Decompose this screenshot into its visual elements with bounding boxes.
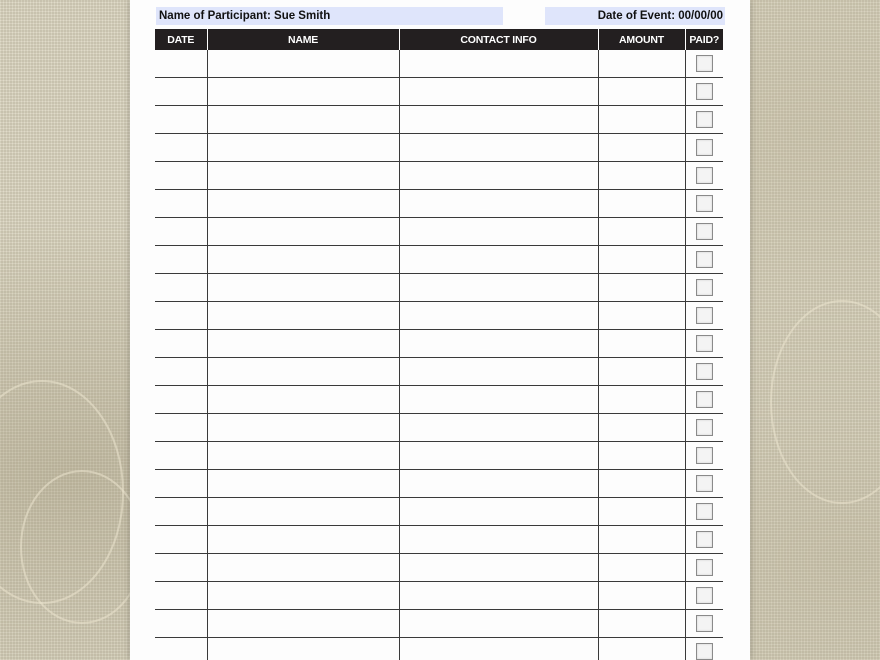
paid-checkbox[interactable] (696, 307, 713, 324)
date-cell[interactable] (155, 218, 207, 246)
date-cell[interactable] (155, 526, 207, 554)
paid-checkbox[interactable] (696, 83, 713, 100)
name-cell[interactable] (207, 330, 399, 358)
paid-cell (685, 554, 723, 582)
table-row (155, 526, 723, 554)
sign-up-table (155, 29, 723, 660)
date-cell[interactable] (155, 330, 207, 358)
table-row (155, 162, 723, 190)
date-cell[interactable] (155, 610, 207, 638)
table-row (155, 554, 723, 582)
paid-cell (685, 638, 723, 660)
amount-cell[interactable] (598, 330, 685, 358)
contact-info-cell[interactable] (399, 330, 598, 358)
paid-checkbox[interactable] (696, 391, 713, 408)
column-header-amount: AMOUNT (598, 29, 685, 50)
amount-cell[interactable] (598, 442, 685, 470)
event-date-field[interactable]: Date of Event: 00/00/00 (545, 7, 725, 25)
name-cell[interactable] (207, 414, 399, 442)
table-row (155, 78, 723, 106)
paid-checkbox[interactable] (696, 419, 713, 436)
amount-cell[interactable] (598, 610, 685, 638)
contact-info-cell[interactable] (399, 526, 598, 554)
table-row (155, 498, 723, 526)
amount-cell[interactable] (598, 162, 685, 190)
contact-info-cell[interactable] (399, 162, 598, 190)
amount-cell[interactable] (598, 134, 685, 162)
paid-checkbox[interactable] (696, 335, 713, 352)
contact-info-cell[interactable] (399, 134, 598, 162)
contact-info-cell[interactable] (399, 190, 598, 218)
contact-info-cell[interactable] (399, 50, 598, 78)
amount-cell[interactable] (598, 526, 685, 554)
date-cell[interactable] (155, 498, 207, 526)
paid-checkbox[interactable] (696, 475, 713, 492)
name-cell[interactable] (207, 638, 399, 660)
table-row (155, 246, 723, 274)
date-cell[interactable] (155, 470, 207, 498)
column-header-date: DATE (155, 29, 207, 50)
table-row (155, 470, 723, 498)
name-cell[interactable] (207, 78, 399, 106)
name-cell[interactable] (207, 358, 399, 386)
table-row (155, 610, 723, 638)
contact-info-cell[interactable] (399, 582, 598, 610)
name-cell[interactable] (207, 498, 399, 526)
paid-cell (685, 414, 723, 442)
paid-cell (685, 330, 723, 358)
amount-cell[interactable] (598, 554, 685, 582)
amount-cell[interactable] (598, 218, 685, 246)
name-cell[interactable] (207, 442, 399, 470)
amount-cell[interactable] (598, 190, 685, 218)
date-cell[interactable] (155, 162, 207, 190)
table-row (155, 218, 723, 246)
paid-checkbox[interactable] (696, 503, 713, 520)
paid-checkbox[interactable] (696, 195, 713, 212)
amount-cell[interactable] (598, 498, 685, 526)
paid-cell (685, 134, 723, 162)
contact-info-cell[interactable] (399, 358, 598, 386)
date-cell[interactable] (155, 386, 207, 414)
date-cell[interactable] (155, 134, 207, 162)
contact-info-cell[interactable] (399, 554, 598, 582)
paid-checkbox[interactable] (696, 587, 713, 604)
contact-info-cell[interactable] (399, 302, 598, 330)
amount-cell[interactable] (598, 302, 685, 330)
name-cell[interactable] (207, 470, 399, 498)
amount-cell[interactable] (598, 78, 685, 106)
name-cell[interactable] (207, 134, 399, 162)
paid-checkbox[interactable] (696, 363, 713, 380)
contact-info-cell[interactable] (399, 414, 598, 442)
name-cell[interactable] (207, 274, 399, 302)
contact-info-cell[interactable] (399, 78, 598, 106)
name-cell[interactable] (207, 218, 399, 246)
name-cell[interactable] (207, 386, 399, 414)
contact-info-cell[interactable] (399, 498, 598, 526)
table-row (155, 358, 723, 386)
paid-cell (685, 498, 723, 526)
amount-cell[interactable] (598, 582, 685, 610)
paid-cell (685, 386, 723, 414)
amount-cell[interactable] (598, 246, 685, 274)
sign-up-sheet-page (130, 0, 750, 660)
contact-info-cell[interactable] (399, 106, 598, 134)
paid-checkbox[interactable] (696, 139, 713, 156)
paid-checkbox[interactable] (696, 55, 713, 72)
contact-info-cell[interactable] (399, 274, 598, 302)
name-cell[interactable] (207, 526, 399, 554)
name-cell[interactable] (207, 106, 399, 134)
contact-info-cell[interactable] (399, 638, 598, 660)
name-cell[interactable] (207, 582, 399, 610)
date-cell[interactable] (155, 582, 207, 610)
participant-name-field[interactable]: Name of Participant: Sue Smith (156, 7, 503, 25)
name-cell[interactable] (207, 246, 399, 274)
date-cell[interactable] (155, 302, 207, 330)
paid-cell (685, 470, 723, 498)
name-cell[interactable] (207, 302, 399, 330)
amount-cell[interactable] (598, 358, 685, 386)
contact-info-cell[interactable] (399, 386, 598, 414)
paid-checkbox[interactable] (696, 111, 713, 128)
name-cell[interactable] (207, 50, 399, 78)
paid-cell (685, 610, 723, 638)
paid-checkbox[interactable] (696, 559, 713, 576)
paid-checkbox[interactable] (696, 643, 713, 660)
amount-cell[interactable] (598, 106, 685, 134)
name-cell[interactable] (207, 190, 399, 218)
paid-cell (685, 106, 723, 134)
paid-cell (685, 358, 723, 386)
paid-cell (685, 50, 723, 78)
column-header-contact-info: CONTACT INFO (399, 29, 598, 50)
table-row (155, 50, 723, 78)
paid-checkbox[interactable] (696, 251, 713, 268)
table-row (155, 638, 723, 660)
background-swirl (770, 300, 880, 504)
column-header-name: NAME (207, 29, 399, 50)
contact-info-cell[interactable] (399, 246, 598, 274)
contact-info-cell[interactable] (399, 470, 598, 498)
background-swirl (20, 470, 144, 624)
paid-cell (685, 442, 723, 470)
contact-info-cell[interactable] (399, 218, 598, 246)
contact-info-cell[interactable] (399, 610, 598, 638)
date-cell[interactable] (155, 78, 207, 106)
amount-cell[interactable] (598, 386, 685, 414)
table-row (155, 274, 723, 302)
paid-cell (685, 302, 723, 330)
date-cell[interactable] (155, 274, 207, 302)
paid-cell (685, 162, 723, 190)
date-cell[interactable] (155, 414, 207, 442)
contact-info-cell[interactable] (399, 442, 598, 470)
paid-checkbox[interactable] (696, 531, 713, 548)
table-row (155, 330, 723, 358)
paid-cell (685, 78, 723, 106)
table-row (155, 386, 723, 414)
table-row (155, 442, 723, 470)
date-cell[interactable] (155, 554, 207, 582)
paid-cell (685, 190, 723, 218)
date-cell[interactable] (155, 106, 207, 134)
table-header-row (155, 29, 723, 50)
amount-cell[interactable] (598, 470, 685, 498)
paid-checkbox[interactable] (696, 615, 713, 632)
date-cell[interactable] (155, 442, 207, 470)
paid-cell (685, 526, 723, 554)
name-cell[interactable] (207, 610, 399, 638)
paid-cell (685, 582, 723, 610)
paid-cell (685, 246, 723, 274)
paid-checkbox[interactable] (696, 279, 713, 296)
name-cell[interactable] (207, 554, 399, 582)
date-cell[interactable] (155, 246, 207, 274)
table-row (155, 302, 723, 330)
column-header-paid: PAID? (685, 29, 723, 50)
paid-checkbox[interactable] (696, 167, 713, 184)
name-cell[interactable] (207, 162, 399, 190)
paid-checkbox[interactable] (696, 447, 713, 464)
date-cell[interactable] (155, 638, 207, 660)
date-cell[interactable] (155, 190, 207, 218)
table-row (155, 134, 723, 162)
table-row (155, 106, 723, 134)
paid-cell (685, 218, 723, 246)
amount-cell[interactable] (598, 274, 685, 302)
paid-cell (685, 274, 723, 302)
paid-checkbox[interactable] (696, 223, 713, 240)
amount-cell[interactable] (598, 50, 685, 78)
table-row (155, 414, 723, 442)
amount-cell[interactable] (598, 638, 685, 660)
table-row (155, 190, 723, 218)
date-cell[interactable] (155, 50, 207, 78)
amount-cell[interactable] (598, 414, 685, 442)
table-row (155, 582, 723, 610)
date-cell[interactable] (155, 358, 207, 386)
